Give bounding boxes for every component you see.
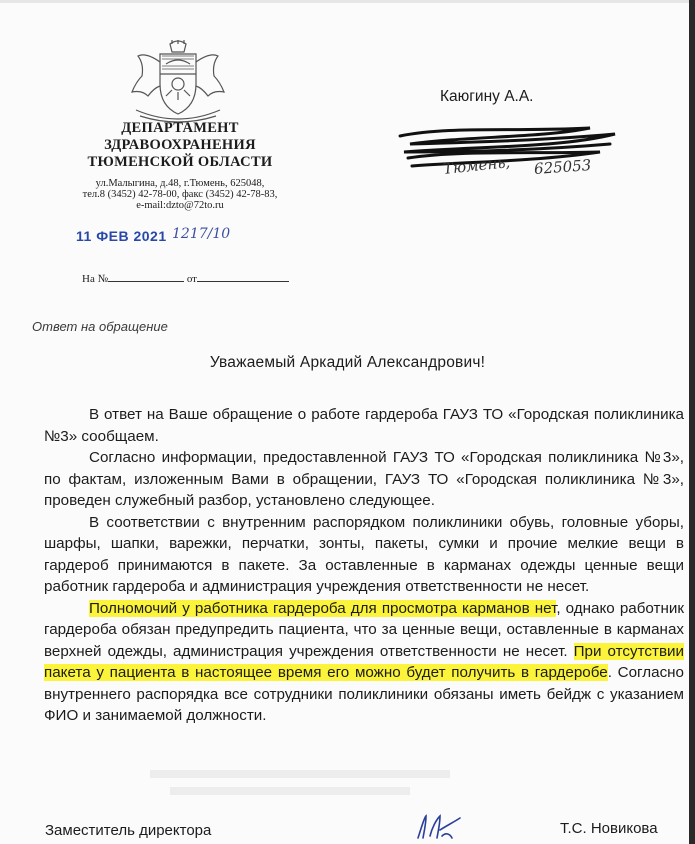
greeting: Уважаемый Аркадий Александрович! [209, 354, 486, 371]
paragraph-4-text-2: . Согласно внутреннего распорядка все сотрудники поликлиники обязаны иметь бейдж с указанием ФИО и занимаемой должности. [44, 664, 684, 724]
paragraph-4-text-1: , однако работник гардероба обязан предупредить пациента, что за ценные вещи, оставленные в карманах верхней одежды, администрация учреждения ответственности не несет. [44, 599, 684, 660]
handwritten-signature [410, 808, 470, 844]
scan-right-edge [689, 0, 695, 844]
highlighted-text-1: Полномочий у работника гардероба для просмотра карманов нет [89, 599, 557, 617]
ref-number-label: На № [82, 273, 109, 285]
paragraph-3: В соответствии с внутренним распорядком поликлиники обувь, головные уборы, шарфы, шапки, варежки, перчатки, зонты, пакеты, сумки и прочие мелкие вещи в гардероб принимаются в пакете. За оставленные в карманах одежды ценные вещи работник гардероба и администрация учреждения ответственности не несет. [44, 513, 684, 595]
scan-top-edge [0, 0, 695, 3]
department-name [60, 120, 300, 171]
handwritten-postal-index: 625053 [533, 156, 592, 178]
letter-subject: Ответ на обращение [32, 319, 168, 334]
bleed-through [150, 765, 450, 805]
ref-number-blank [108, 272, 184, 282]
ref-date-blank [197, 272, 289, 282]
paragraph-2: Согласно информации, предоставленной ГАУЗ ТО «Городская поликлиника №3», по фактам, изложенным Вами в обращении, ГАУЗ ТО «Городская поликлиника №3», проведен служебный разбор, установлено следующее. [44, 449, 684, 509]
address-line-3: e-mail:dzto@72to.ru [136, 200, 224, 211]
registration-number: 1217/10 [172, 226, 231, 242]
recipient-name: Каюгину А.А. [440, 88, 534, 105]
signatory-title: Заместитель директора [45, 822, 212, 839]
paragraph-4 [44, 598, 684, 727]
signatory-name: Т.С. Новикова [560, 820, 658, 837]
dept-line-1: ДЕПАРТАМЕНТ [121, 120, 239, 136]
letter-body [44, 404, 684, 727]
address-line-2: тел.8 (3452) 42-78-00, факс (3452) 42-78-83, [82, 189, 278, 200]
registration-stamp-date: 11 ФЕВ 2021 [76, 228, 167, 244]
ref-date-label: от [186, 273, 197, 285]
handwritten-city: Тюмень, [442, 153, 511, 178]
reference-line [82, 272, 289, 285]
dept-line-3: ТЮМЕНСКОЙ ОБЛАСТИ [87, 154, 273, 170]
department-address [60, 178, 300, 211]
address-line-1: ул.Малыгина, д.48, г.Тюмень, 625048, [95, 178, 265, 189]
paragraph-1: В ответ на Ваше обращение о работе гардероба ГАУЗ ТО «Городская поликлиника №3» сообщаем. [44, 406, 684, 445]
coat-of-arms-icon [126, 40, 230, 124]
dept-line-2: ЗДРАВООХРАНЕНИЯ [104, 137, 256, 153]
highlighted-text-2: При отсутствии пакета у пациента в настоящее время его можно будет получить в гардеробе [44, 642, 684, 681]
